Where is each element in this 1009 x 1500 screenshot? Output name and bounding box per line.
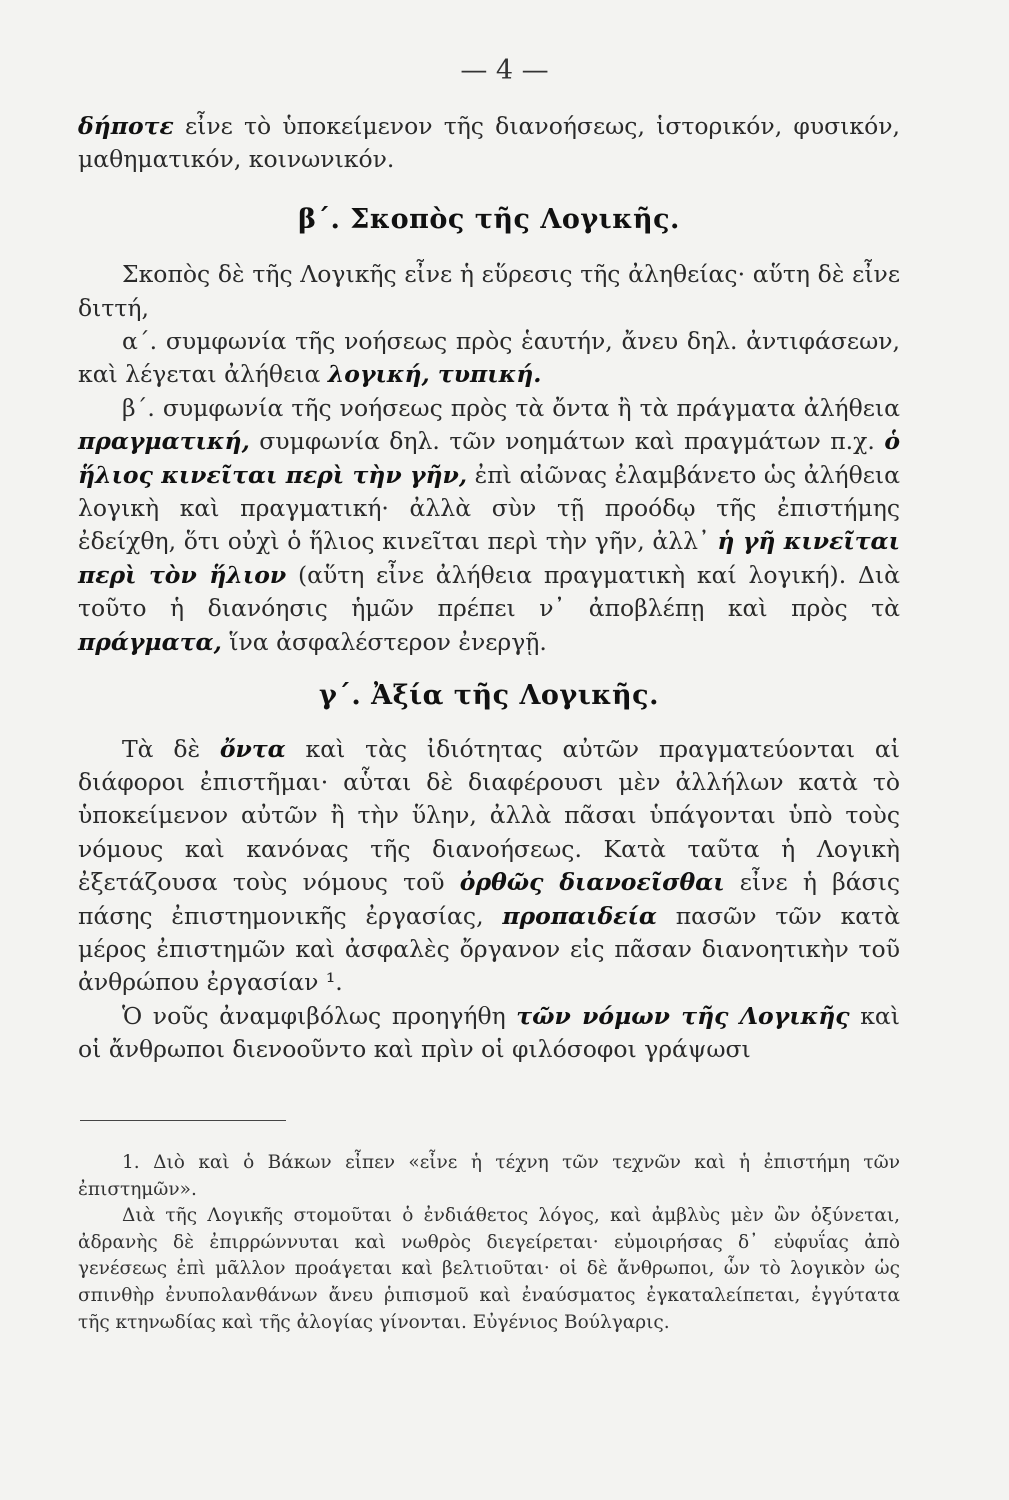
paragraph-text: β΄. συμφωνία τῆς νοήσεως πρὸς τὰ ὄντα ἢ τὰ πράγματα ἀλήθεια bbox=[122, 393, 900, 422]
emphasis-text: πραγματική, bbox=[78, 427, 250, 456]
paragraph-text: ἐπὶ αἰῶνας ἐλαμβάνετο ὡς ἀλήθεια λογικὴ καὶ πραγματική· ἀλλὰ σὺν τῇ προόδῳ τῆς ἐπιστήμης ἐδείχθη, ὅτι οὐχὶ ὁ ἥλιος κινεῖται περὶ τὴν γῆν, ἀλλ᾽ bbox=[78, 460, 900, 556]
intro-paragraph bbox=[78, 110, 900, 177]
paragraph-text: συμφωνία δηλ. τῶν νοημάτων καὶ πραγμάτων π.χ. bbox=[249, 427, 885, 456]
paragraph-text: καὶ οἱ ἄνθρωποι διενοοῦντο καὶ πρὶν οἱ φιλόσοφοι γράψωσι bbox=[78, 1001, 900, 1064]
purpose-paragraph: Σκοπὸς δὲ τῆς Λογικῆς εἶνε ἡ εὕρεσις τῆς ἀληθείας· αὕτη δὲ εἶνε διττή, bbox=[78, 260, 900, 322]
emphasis-text: λογική, τυπική. bbox=[327, 360, 542, 389]
paragraph-text: Ὁ νοῦς ἀναμφιβόλως προηγήθη bbox=[122, 1001, 517, 1030]
section-heading-purpose: β΄. Σκοπὸς τῆς Λογικῆς. bbox=[298, 203, 680, 235]
emphasis-text: πράγματα, bbox=[78, 627, 222, 656]
emphasis-text: ἡ γῆ κινεῖται περὶ τὸν ἥλιον bbox=[78, 527, 900, 589]
mind-paragraph bbox=[78, 1000, 900, 1067]
paragraph-text: α΄. συμφωνία τῆς νοήσεως πρὸς ἑαυτήν, ἄνευ δηλ. ἀντιφάσεων, καὶ λέγεται ἀλήθεια bbox=[78, 327, 900, 389]
paragraph-text: Τὰ δὲ bbox=[122, 734, 220, 763]
footnote-1: 1. Διὸ καὶ ὁ Βάκων εἶπεν «εἶνε ἡ τέχνη τῶν τεχνῶν καὶ ἡ ἐπιστήμη τῶν ἐπιστημῶν». bbox=[78, 1152, 900, 1200]
main-text bbox=[78, 110, 900, 1067]
emphasis-text: ὄντα bbox=[219, 734, 286, 763]
paragraph-text: (αὕτη εἶνε ἀλήθεια πραγματικὴ καί λογική). Διὰ τοῦτο ἡ διανόησις ἡμῶν πρέπει ν᾽ ἀποβλέπῃ καὶ πρὸς τὰ bbox=[78, 560, 900, 623]
section-heading-value: γ΄. Ἀξία τῆς Λογικῆς. bbox=[319, 680, 659, 712]
emphasis-text: τῶν νόμων τῆς Λογικῆς bbox=[516, 1001, 850, 1030]
footnotes bbox=[78, 1150, 900, 1336]
value-paragraph bbox=[78, 733, 900, 1000]
emphasis-text: δήποτε bbox=[78, 112, 174, 140]
emphasis-text: ὀρθῶς διανοεῖσθαι bbox=[459, 868, 725, 897]
emphasis-text: ὁ ἥλιος κινεῖται περὶ τὴν γῆν, bbox=[78, 427, 900, 489]
paragraph-text: καὶ τὰς ἰδιότητας αὐτῶν πραγματεύονται αἱ διάφοροι ἐπιστῆμαι· αὗται δὲ διαφέρουσι μὲν ἀλλήλων κατὰ τὸ ὑποκείμενον αὐτῶν ἢ τὴν ὕλην, ἀλλὰ πᾶσαι ὑπάγονται ὑπὸ τοὺς νόμους καὶ κανόνας τῆς διανοήσεως. Κατὰ ταῦτα ἡ Λογικὴ ἐξετάζουσα τοὺς νόμους τοῦ bbox=[78, 734, 900, 897]
footnote-divider bbox=[80, 1120, 286, 1121]
page-number: — 4 — bbox=[460, 55, 549, 86]
emphasis-text: προπαιδεία bbox=[502, 901, 657, 930]
footnote-quote: Διὰ τῆς Λογικῆς στομοῦται ὁ ἐνδιάθετος λόγος, καὶ ἀμβλὺς μὲν ὢν ὀξύνεται, ἀδρανὴς δὲ ἐπιρρώννυται καὶ νωθρὸς διεγείρεται· εὐμοιρήσας δ᾽ εὐφυΐας ἀπὸ γενέσεως ἐπὶ μᾶλλον προάγεται καὶ βελτιοῦται· οἱ δὲ ἄνθρωποι, ὧν τὸ λογικὸν ὡς σπινθὴρ ἐνυπολανθάνων ἄνευ ῥιπισμοῦ καὶ ἐναύσματος ἐγκαταλείπεται, ἐγγύτατα τῆς κτηνωδίας καὶ τῆς ἀλογίας γίνονται. Εὐγένιος Βούλγαρις. bbox=[78, 1205, 900, 1333]
paragraph-text: εἶνε ἡ βάσις πάσης ἐπιστημονικῆς ἐργασίας, bbox=[78, 868, 900, 930]
logical-truth-paragraph bbox=[78, 325, 900, 392]
real-truth-paragraph bbox=[78, 392, 900, 659]
paragraph-text: εἶνε τὸ ὑποκείμενον τῆς διανοήσεως, ἱστορικόν, φυσικόν, μαθηματικόν, κοινωνικόν. bbox=[78, 112, 900, 174]
paragraph-text: πασῶν τῶν κατὰ μέρος ἐπιστημῶν καὶ ἀσφαλὲς ὄργανον εἰς πᾶσαν διανοητικὴν τοῦ ἀνθρώπου ἐργασίαν ¹. bbox=[78, 901, 901, 997]
paragraph-text: ἵνα ἀσφαλέστερον ἐνεργῇ. bbox=[221, 627, 547, 656]
